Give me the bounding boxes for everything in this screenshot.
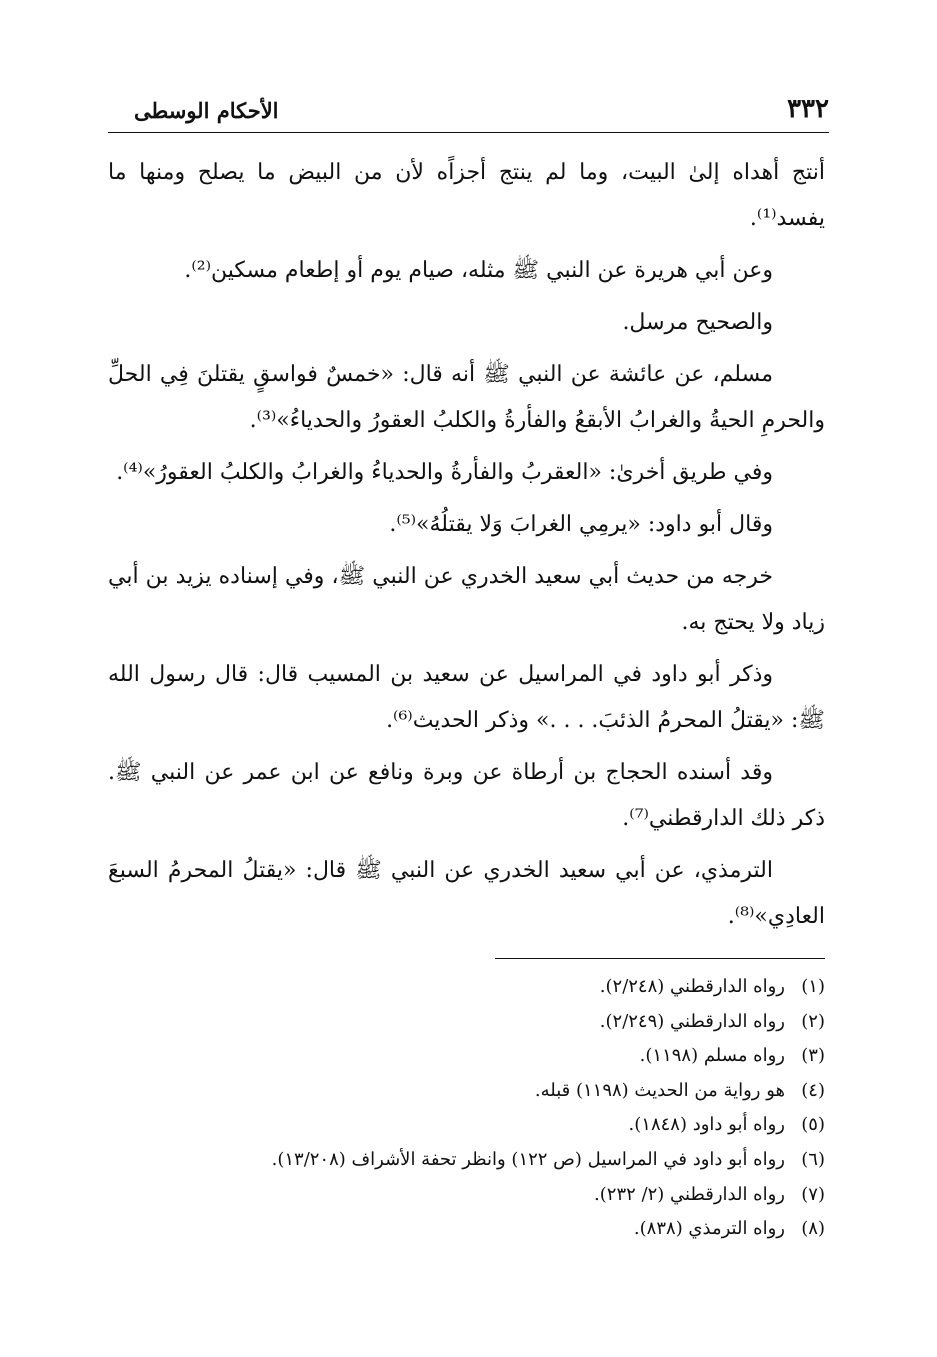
paragraph: خرجه من حديث أبي سعيد الخدري عن النبي ﷺ، وفي إسناده يزيد بن أبي زياد ولا يحتج به. <box>108 564 825 635</box>
footnote <box>108 1005 825 1040</box>
footnote <box>108 1212 825 1247</box>
page-header <box>108 92 829 133</box>
footnote-number: (٤) <box>801 1079 825 1101</box>
footnote-text: رواه الدارقطني (٢/٢٤٩). <box>599 1010 785 1032</box>
footnote-divider <box>495 958 825 959</box>
footnote-text: هو رواية من الحديث (١١٩٨) قبله. <box>534 1079 785 1101</box>
footnote-text: رواه مسلم (١١٩٨). <box>639 1045 785 1067</box>
footnote-number: (٨) <box>801 1218 825 1240</box>
paragraph: وذكر أبو داود في المراسيل عن سعيد بن المسيب قال: قال رسول الله ﷺ: «يقتلُ المحرمُ الذئبَ. . . .» وذكر الحديث⁽⁶⁾. <box>108 662 825 733</box>
footnote <box>108 1074 825 1109</box>
footnote <box>108 1178 825 1213</box>
paragraph: وقال أبو داود: «يرمِي الغرابَ وَلا يقتلُهُ»⁽⁵⁾. <box>389 512 773 537</box>
footnote <box>108 970 825 1005</box>
paragraph: وعن أبي هريرة عن النبي ﷺ مثله، صيام يوم أو إطعام مسكين⁽²⁾. <box>184 258 773 283</box>
main-text <box>108 150 825 946</box>
footnote <box>108 1143 825 1178</box>
footnote-text: رواه الترمذي (٨٣٨). <box>633 1218 785 1240</box>
footnote-text: رواه الدارقطني (٢/ ٢٣٢). <box>594 1183 785 1205</box>
page-number: ٣٣٢ <box>787 94 829 124</box>
footnote-text: رواه أبو داود (١٨٤٨). <box>628 1114 785 1136</box>
footnote-number: (٣) <box>801 1045 825 1067</box>
footnote <box>108 1039 825 1074</box>
paragraph: وفي طريق أخرىٰ: «العقربُ والفأرةُ والحدياءُ والغرابُ والكلبُ العقورُ»⁽⁴⁾. <box>116 460 773 485</box>
running-title: الأحكام الوسطى <box>134 98 279 123</box>
footnote-number: (٦) <box>801 1148 825 1170</box>
paragraph: مسلم، عن عائشة عن النبي ﷺ أنه قال: «خمسٌ فواسقٍ يقتلنَ فِي الحلِّ والحرمِ الحيةُ والغرابُ الأبقعُ والفأرةُ والكلبُ العقورُ والحدياءُ»⁽³⁾. <box>108 362 825 433</box>
footnote-number: (٥) <box>801 1114 825 1136</box>
footnote-number: (١) <box>801 976 825 997</box>
footnotes-list <box>108 970 825 1247</box>
paragraph: الترمذي، عن أبي سعيد الخدري عن النبي ﷺ قال: «يقتلُ المحرمُ السبعَ العادِي»⁽⁸⁾. <box>108 858 825 929</box>
footnote-number: (٢) <box>801 1010 825 1032</box>
paragraph: وقد أسنده الحجاج بن أرطاة عن وبرة ونافع عن ابن عمر عن النبي ﷺ. ذكر ذلك الدارقطني⁽⁷⁾. <box>108 760 825 831</box>
footnote-text: رواه أبو داود في المراسيل (ص ١٢٢) وانظر تحفة الأشراف (١٣/٢٠٨). <box>271 1148 785 1170</box>
footnote <box>108 1108 825 1143</box>
footnote-text: رواه الدارقطني (٢/٢٤٨). <box>599 976 785 997</box>
paragraph: أنتج أهداه إلىٰ البيت، وما لم ينتج أجزاًه لأن من البيض ما يصلح ومنها ما يفسد⁽¹⁾. <box>108 160 825 231</box>
footnote-number: (٧) <box>801 1183 825 1205</box>
paragraph: والصحيح مرسل. <box>622 310 773 335</box>
